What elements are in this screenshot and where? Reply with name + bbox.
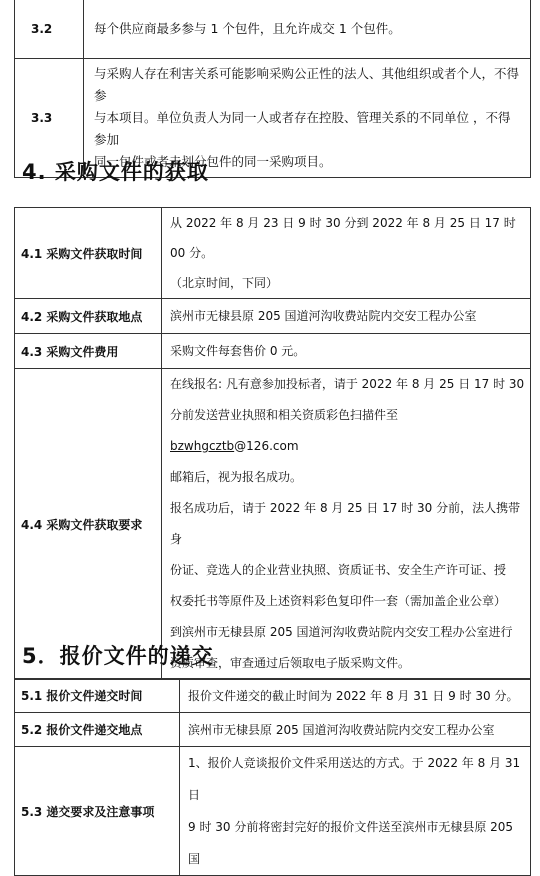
section-4-heading: 4. 采购文件的获取 xyxy=(22,160,209,184)
row-label: 4.2 采购文件获取地点 xyxy=(15,299,162,334)
row-text-line: 与本项目。单位负责人为同一人或者存在控股、管理关系的不同单位 ，不得参加 xyxy=(94,110,511,147)
table-row xyxy=(15,208,531,299)
row-value-line: 在线报名: 凡有意参加投标者，请于 2022 年 8 月 25 日 17 时 30 xyxy=(170,377,525,391)
table-row xyxy=(15,299,531,334)
row-label: 5.1 报价文件递交时间 xyxy=(15,679,180,713)
row-value-line: （北京时间，下同） xyxy=(170,276,279,290)
table-row xyxy=(15,679,531,713)
table-row xyxy=(15,713,531,747)
table-row xyxy=(15,334,531,369)
row-label: 5.3 递交要求及注意事项 xyxy=(15,747,180,876)
row-value xyxy=(162,369,531,680)
section-5-heading: 5．报价文件的递交 xyxy=(22,644,214,668)
row-value xyxy=(162,208,531,299)
procurement-acquisition-table xyxy=(14,207,531,680)
row-value-line: 采购文件每套售价 0 元。 xyxy=(170,344,306,358)
row-label: 5.2 报价文件递交地点 xyxy=(15,713,180,747)
row-value-line: 到滨州市无棣县原 205 国道河沟收费站院内交安工程办公室进行 xyxy=(170,625,513,639)
row-value-line: 邮箱后，视为报名成功。 xyxy=(170,470,303,484)
table-row xyxy=(15,369,531,680)
row-value-line: 9 时 30 分前将密封完好的报价文件送至滨州市无棣县原 205 国 xyxy=(188,820,514,866)
row-value xyxy=(180,713,531,747)
requirements-table xyxy=(14,0,531,178)
row-value xyxy=(180,747,531,876)
row-number: 3.3 xyxy=(15,59,84,178)
row-text-line: 与采购人存在利害关系可能影响采购公正性的法人、其他组织或者个人，不得参 xyxy=(94,66,520,103)
row-value-line: 1、报价人竞谈报价文件采用送达的方式。于 2022 年 8 月 31 日 xyxy=(188,756,521,802)
row-value-line: 权委托书等原件及上述资料彩色复印件一套（需加盖企业公章） xyxy=(170,594,507,608)
table-row xyxy=(15,0,531,59)
row-value xyxy=(180,679,531,713)
row-value-line: 滨州市无棣县原 205 国道河沟收费站院内交安工程办公室 xyxy=(188,722,495,737)
row-text xyxy=(84,0,531,59)
row-label: 4.3 采购文件费用 xyxy=(15,334,162,369)
row-number: 3.2 xyxy=(15,0,84,59)
row-text-line: 每个供应商最多参与 1 个包件，且允许成交 1 个包件。 xyxy=(94,20,401,36)
quotation-submission-table xyxy=(14,678,531,876)
table-row xyxy=(15,747,531,876)
row-value-line: 资质审查，审查通过后领取电子版采购文件。 xyxy=(170,656,411,670)
row-text-line: 同一包件或者未划分包件的同一采购项目。 xyxy=(94,154,332,169)
row-value xyxy=(162,299,531,334)
email-link[interactable]: bzwhgcztb xyxy=(170,439,235,453)
row-value-line: 报名成功后，请于 2022 年 8 月 25 日 17 时 30 分前，法人携带身 xyxy=(170,501,521,546)
row-label: 4.4 采购文件获取要求 xyxy=(15,369,162,680)
row-value-line: 从 2022 年 8 月 23 日 9 时 30 分到 2022 年 8 月 25 日 17 时 00 分。 xyxy=(170,216,516,260)
row-value-line: 份证、竞选人的企业营业执照、资质证书、安全生产许可证、授 xyxy=(170,563,507,577)
row-value-line xyxy=(170,400,526,462)
row-label: 4.1 采购文件获取时间 xyxy=(15,208,162,299)
row-value-text: @126.com xyxy=(234,439,299,453)
row-value-line: 报价文件递交的截止时间为 2022 年 8 月 31 日 9 时 30 分。 xyxy=(188,688,519,703)
row-value-text: 分前发送营业执照和相关资质彩色扫描件至 xyxy=(170,408,399,422)
row-value-line: 滨州市无棣县原 205 国道河沟收费站院内交安工程办公室 xyxy=(170,309,477,323)
row-value xyxy=(162,334,531,369)
